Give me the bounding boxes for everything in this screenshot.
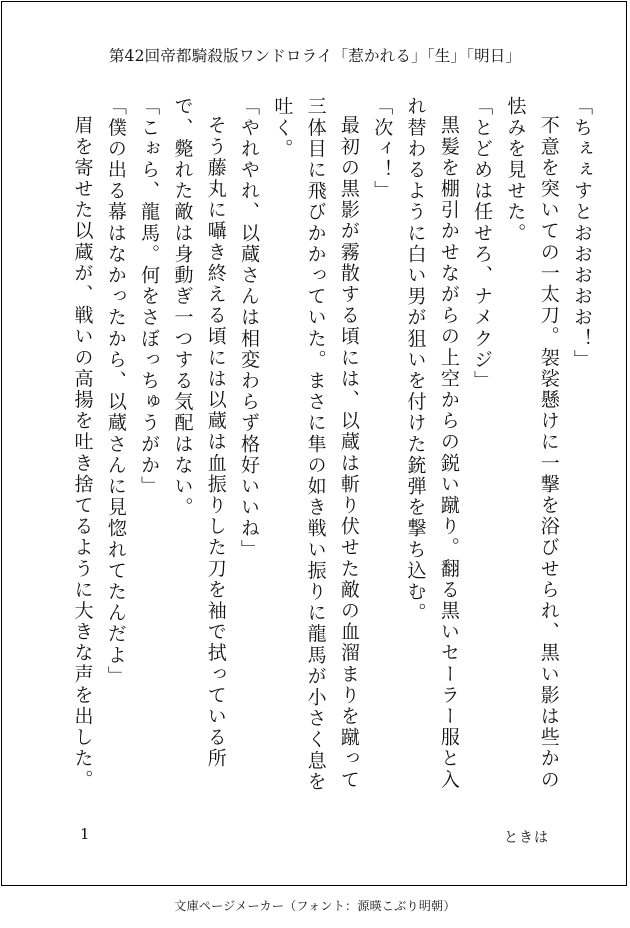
paragraph-2: 不意を突いての一太刀。袈裟懸けに一撃を浴びせられ、黒い影は些かの怯みを見せた。 <box>504 96 560 791</box>
author-name: ときは <box>504 830 549 846</box>
paragraph-4: 黒髪を棚引かせながらの上空からの鋭い蹴り。翻る黒いセーラー服と入れ替わるように白い男が狙いを付けた銃弾を撃ち込む。 <box>404 96 460 791</box>
paragraph-9: 「こぉら、龍馬。何をさぼっちゅうがか」 <box>138 96 161 497</box>
paragraph-3: 「とどめは任せろ、ナメクジ」 <box>471 96 494 392</box>
paragraph-6: 最初の黒影が霧散する頃には、以蔵は斬り伏せた敵の血溜まりを蹴って三体目に飛びかかっていた。まさに隼の如き戦い振りに龍馬が小さく息を吐く。 <box>271 96 360 793</box>
paragraph-10: 「僕の出る幕はなかったから、以蔵さんに見惚れてたんだよ」 <box>104 96 127 687</box>
page-title: 第42回帝都騎殺版ワンドロライ「惹かれる」「生」「明日」 <box>108 47 522 65</box>
paragraph-7: 「やれやれ、以蔵さんは相変わらず格好いいね」 <box>238 96 261 561</box>
paragraph-1: 「ちぇぇすとおおおおお！」 <box>571 96 593 371</box>
paragraph-11: 眉を寄せた以蔵が、戦いの高揚を吐き捨てるように大きな声を出した。 <box>71 115 94 791</box>
body-text <box>32 96 598 796</box>
paragraph-5: 「次ィ！」 <box>371 96 394 202</box>
page-number: 1 <box>80 825 90 843</box>
footer-credit: 文庫ページメーカー（フォント：源暎こぶり明朝） <box>174 899 456 913</box>
paragraph-8: そう藤丸に囁き終える頃には以蔵は血振りした刀を袖で拭っている所で、斃れた敵は身動ぎ一つする気配はない。 <box>171 96 227 770</box>
